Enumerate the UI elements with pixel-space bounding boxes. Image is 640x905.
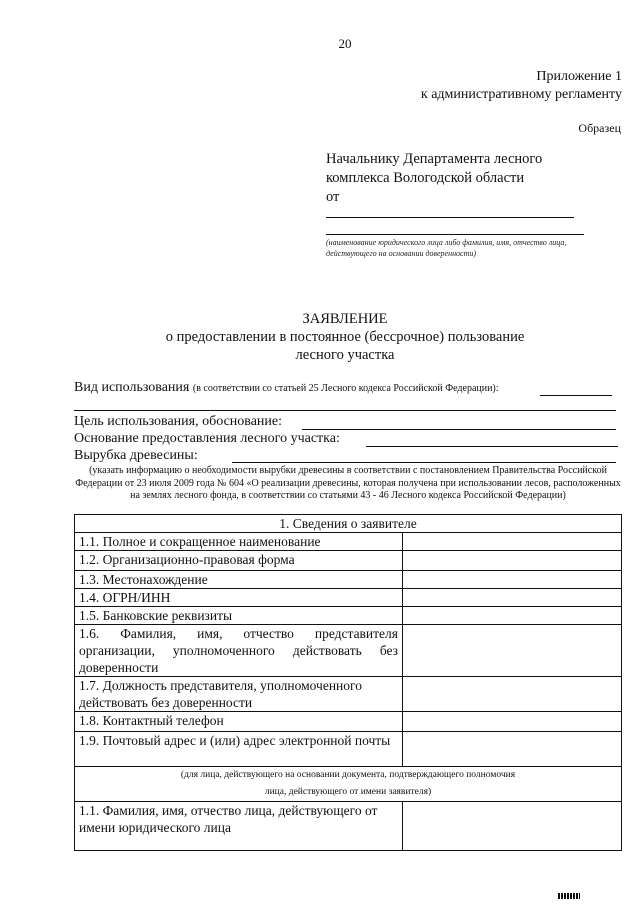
table-row-label: 1.1. Фамилия, имя, отчество лица, действующего от имени юридического лица	[75, 802, 403, 851]
addressee-blank-line-2[interactable]	[326, 234, 584, 235]
addressee-line-1: Начальнику Департамента лесного	[326, 151, 543, 167]
addressee-line-3: от	[326, 189, 340, 205]
table-row	[75, 677, 622, 712]
document-subtitle-2: лесного участка	[295, 347, 395, 363]
table-row-label: 1.3. Местонахождение	[75, 571, 403, 589]
sample-label: Образец	[578, 121, 621, 135]
table-row-label: 1.4. ОГРН/ИНН	[75, 589, 403, 607]
table-row	[75, 625, 622, 677]
table-row-value[interactable]	[403, 607, 622, 625]
use-type-blank[interactable]	[540, 395, 612, 396]
table-row-value[interactable]	[403, 625, 622, 677]
table-row	[75, 732, 622, 767]
table-row-label: 1.7. Должность представителя, уполномоченного действовать без доверенности	[75, 677, 403, 712]
felling-label: Вырубка древесины:	[74, 448, 198, 463]
table-header-row	[75, 515, 622, 533]
felling-blank[interactable]	[232, 462, 616, 463]
use-type-note: (в соответствии со статьей 25 Лесного кодекса Российской Федерации):	[192, 383, 499, 394]
addressee-line-2: комплекса Вологодской области	[326, 170, 525, 186]
table-row	[75, 571, 622, 589]
table-row-label: 1.2. Организационно-правовая форма	[75, 551, 403, 571]
table-row	[75, 589, 622, 607]
purpose-label: Цель использования, обоснование:	[74, 414, 282, 429]
use-type-blank-line-2[interactable]	[74, 410, 616, 411]
addressee-block	[326, 150, 542, 207]
appendix-line-1: Приложение 1	[536, 69, 622, 84]
table-row	[75, 551, 622, 571]
table-subheader: (для лица, действующего на основании документа, подтверждающего полномочия лица, действующего от имени заявителя)	[75, 767, 622, 802]
table-header: 1. Сведения о заявителе	[75, 515, 622, 533]
table-row	[75, 607, 622, 625]
table-row	[75, 533, 622, 551]
table-row-value[interactable]	[403, 589, 622, 607]
table-row-value[interactable]	[403, 802, 622, 851]
document-subtitle-1: о предоставлении в постоянное (бессрочное) пользование	[165, 329, 525, 345]
table-row-value[interactable]	[403, 533, 622, 551]
use-type-label-row	[74, 380, 499, 396]
use-type-label: Вид использования	[74, 380, 190, 395]
table-row-label: 1.9. Почтовый адрес и (или) адрес электронной почты	[75, 732, 403, 767]
document-title: ЗАЯВЛЕНИЕ	[302, 311, 388, 327]
table-row-value[interactable]	[403, 712, 622, 732]
table-row-label: 1.6. Фамилия, имя, отчество представителя организации, уполномоченного действовать без доверенности	[75, 625, 403, 677]
page-number: 20	[338, 36, 352, 51]
table-row-label: 1.5. Банковские реквизиты	[75, 607, 403, 625]
applicant-info-table	[74, 514, 622, 851]
felling-note: (указать информацию о необходимости вырубки древесины в соответствии с постановлением Правительства Российской Федерации от 23 июля 2009 года № 604 «О реализации древесины, которая получена при использовании лесов, расположенных на землях лесного фонда, в соответствии со статьями 43 - 46 Лесного кодекса Российской Федерации)	[75, 465, 621, 501]
grounds-label: Основание предоставления лесного участка:	[74, 431, 340, 446]
barcode-mark	[558, 893, 580, 899]
table-row-value[interactable]	[403, 732, 622, 767]
purpose-blank[interactable]	[302, 429, 616, 430]
addressee-caption: (наименование юридического лица либо фамилия, имя, отчество лица, действующего на основании доверенности)	[326, 238, 567, 258]
table-row	[75, 802, 622, 851]
table-row-label: 1.8. Контактный телефон	[75, 712, 403, 732]
table-subheader-row	[75, 767, 622, 802]
table-row	[75, 712, 622, 732]
table-row-value[interactable]	[403, 571, 622, 589]
grounds-blank[interactable]	[366, 446, 618, 447]
addressee-blank-line-1[interactable]	[326, 217, 574, 218]
table-row-value[interactable]	[403, 551, 622, 571]
appendix-line-2: к административному регламенту	[420, 87, 622, 102]
table-row-value[interactable]	[403, 677, 622, 712]
table-row-label: 1.1. Полное и сокращенное наименование	[75, 533, 403, 551]
